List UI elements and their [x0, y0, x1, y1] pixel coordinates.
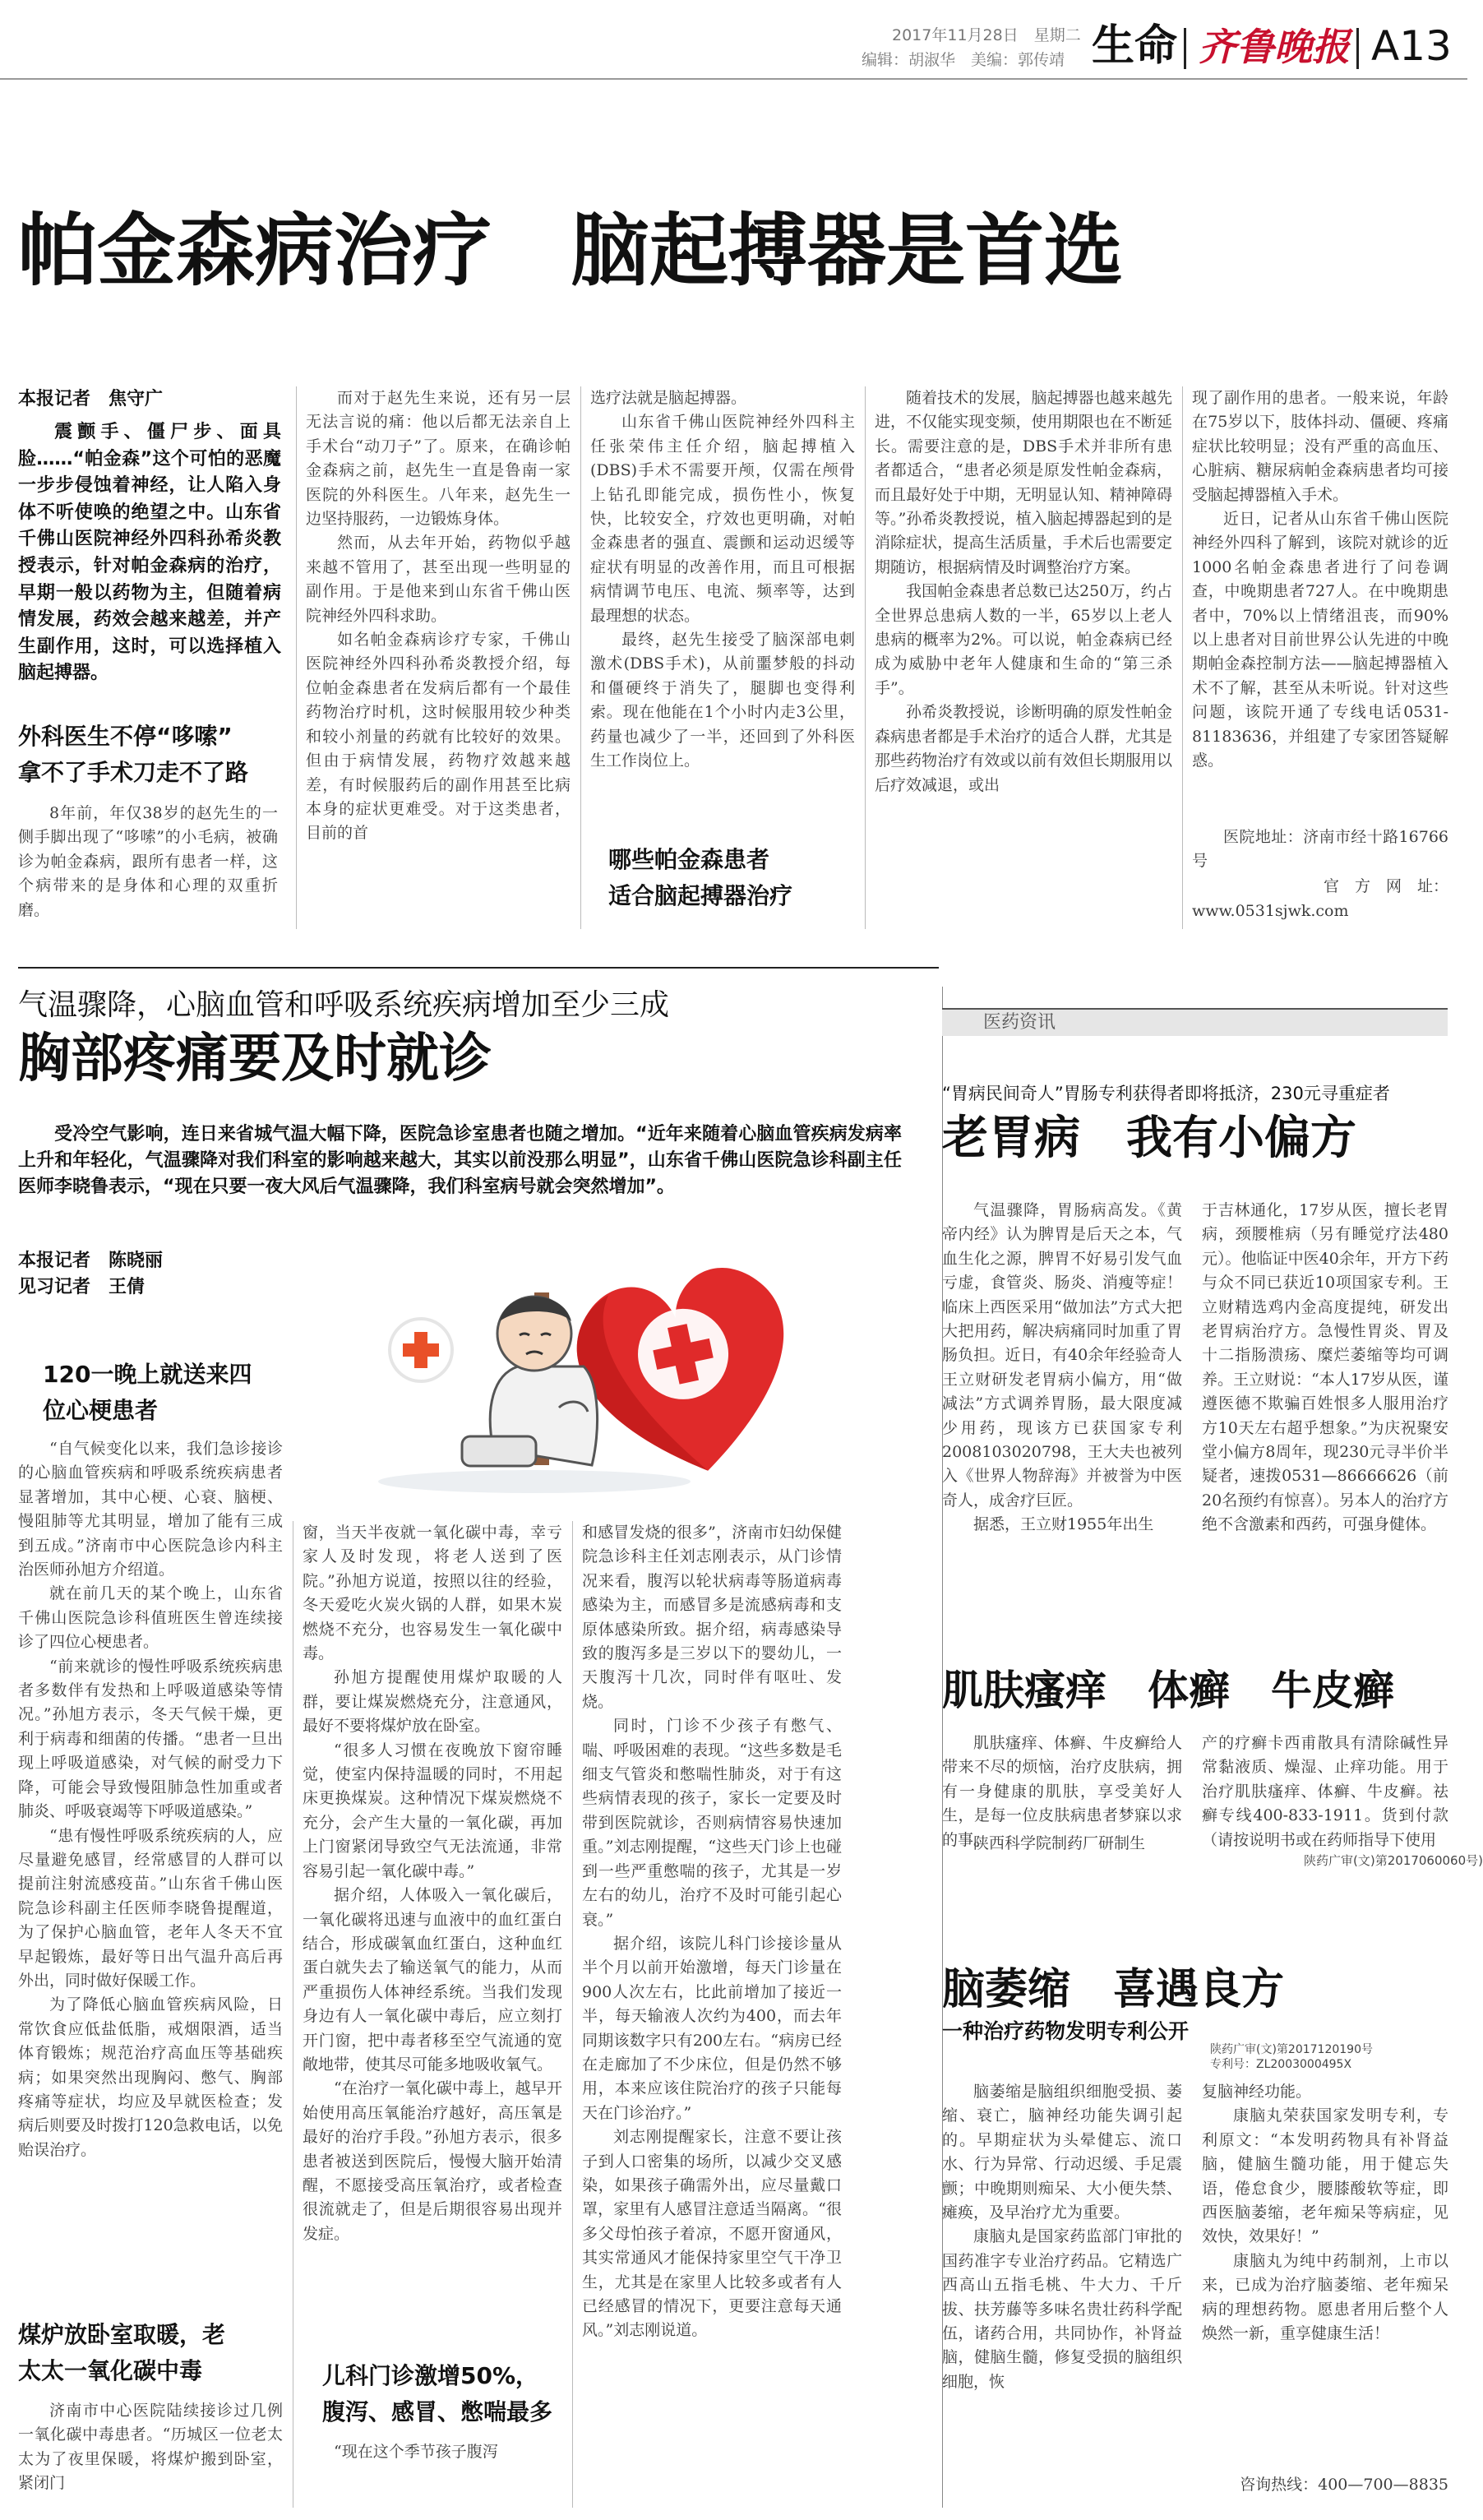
subhead-line: 位心梗患者 [43, 1397, 159, 1424]
divider-bar [1356, 28, 1359, 69]
article1-byline: 本报记者 焦守广 [18, 389, 164, 409]
ad1-headline: 老胃病 我有小偏方 [942, 1112, 1356, 1165]
ad3-headline: 脑萎缩 喜遇良方 [942, 1965, 1285, 2014]
ad2-col1-end: 陕西科学院制药厂研制生 [973, 1834, 1146, 1852]
byline-line: 本报记者 陈晓丽 [18, 1251, 164, 1271]
ad3-approval1: 陕药广审(文)第2017120190号 [1210, 2043, 1373, 2056]
article1-subhead1 [18, 719, 289, 791]
health-illustration [288, 1243, 863, 1498]
website-url: www.0531sjwk.com [1192, 902, 1349, 920]
article1-col2-text: 而对于赵先生来说，还有另一层无法言说的痛：他以后都无法亲自上手术台“动刀子”了。原来，在确诊帕金森病之前，赵先生一直是鲁南一家医院的外科医生。八年来，赵先生一边坚持服药，一边锻炼身体。 然而，从去年开始，药物似乎越来越不管用了，甚至出现一些明显的副作用。于是他来到山东省千佛山医院神经外四科求助。 如名帕金森病诊疗专家，千佛山医院神经外四科孙希炎教授介绍，每位帕金森患者在发病后都有一个最佳药物治疗时机，这时候服用较少种类和较小剂量的药就有比较好的效果。但由于病情发展，药物疗效越来越差，有时候服药后的副作用甚至比病本身的症状更难受。对于这类患者，目前的首 [306, 389, 571, 843]
page-number: A13 [1371, 22, 1452, 70]
byline-line: 见习记者 王倩 [18, 1277, 146, 1297]
subhead-line: 煤炉放卧室取暖，老 [18, 2321, 226, 2348]
article2-col2-end: “现在这个季节孩子腹泻 [334, 2443, 498, 2461]
column-rule [580, 386, 581, 929]
article1-col1-text: 8年前，年仅38岁的赵先生的一侧手脚出现了“哆嗦”的小毛病，被确诊为帕金森病，跟所有患者一样，这个病带来的是身体和心理的双重折磨。 [18, 804, 278, 919]
ad2-col1-text: 肌肤瘙痒、体癣、牛皮癣给人带来不尽的烦恼，治疗皮肤病，拥有一身健康的肌肤，享受美好人生，是每一位皮肤病患者梦寐以求的事。 [942, 1734, 1182, 1849]
subhead-line: 儿科门诊激增50%， [322, 2362, 539, 2389]
article1-col5-text: 现了副作用的患者。一般来说，年龄在75岁以下，肢体抖动、僵硬、疼痛症状比较明显；没有严重的高血压、心脏病、糖尿病帕金森病患者均可接受脑起搏器植入手术。 近日，记者从山东省千佛山医院神经外四科了解到，该院对就诊的近1000名帕金森患者进行了问卷调查，中晚期患者727人。在中晚期患者中，70%以上情绪沮丧，而90%以上患者对目前世界公认先进的中晚期帕金森控制方法——脑起搏器植入术不了解，甚至从未听说。针对这些问题，该院开通了专线电话0531-81183636，并组建了专家团答疑解惑。 [1192, 389, 1448, 770]
subhead-line: 适合脑起搏器治疗 [608, 882, 793, 909]
ad3-hotline: 咨询热线：400—700—8835 [1240, 2476, 1448, 2494]
ad3-approval2: 专利号：ZL2003000495X [1210, 2058, 1352, 2071]
subhead-line: 外科医生不停“哆嗦” [18, 723, 233, 750]
section-name: 生命 [1092, 21, 1178, 71]
article2-col1-end: 济南市中心医院陆续接诊过几例一氧化碳中毒患者。“历城区一位老太太为了夜里保暖，将煤炉搬到卧室，紧闭门 [18, 2402, 283, 2493]
subhead-line: 太太一氧化碳中毒 [18, 2357, 203, 2384]
ad2-approval: 陕药广审(文)第2017060060号) [1304, 1853, 1483, 1868]
article2-col2-text: 窗，当天半夜就一氧化碳中毒，幸亏家人及时发现，将老人送到了医院。”孙旭方说道，按照以往的经验，冬天爱吃火炭火锅的人群，如果木炭燃烧不充分，也容易发生一氧化碳中毒。 孙旭方提醒使用煤炉取暖的人群，要让煤炭燃烧充分，注意通风，最好不要将煤炉放在卧室。 “很多人习惯在夜晚放下窗帘睡觉，使室内保持温暖的同时，不用起床更换煤炭。这种情况下煤炭燃烧不充分，会产生大量的一氧化碳，再加上门窗紧闭导致空气无法流通，非常容易引起一氧化碳中毒。” 据介绍，人体吸入一氧化碳后，一氧化碳将迅速与血液中的血红蛋白结合，形成碳氧血红蛋白，这种血红蛋白就失去了输送氧气的能力，从而严重损伤人体神经系统。当我们发现身边有人一氧化碳中毒后，应立刻打开门窗，把中毒者移至空气流通的宽敞地带，使其尽可能多地吸收氧气。 “在治疗一氧化碳中毒上，越早开始使用高压氧能治疗越好，高压氧是最好的治疗手段。”孙旭方表示，很多患者被送到医院后，慢慢大脑开始清醒，不愿接受高压氧治疗，或者检查很流就走了，但是后期很容易出现并发症。 [303, 1524, 562, 2243]
masthead-rule [0, 78, 1467, 80]
ad3-subhead: 一种治疗药物发明专利公开 [942, 2019, 1190, 2043]
column-rule [572, 1521, 573, 2508]
ad2-col2-text: 产的疗癣卡西甫散具有清除碱性异常黏液质、燥湿、止痒功能。用于治疗肌肤瘙痒、体癣、牛皮癣。祛癣专线400-833-1911。货到付款（请按说明书或在药师指导下使用 [1202, 1734, 1448, 1849]
article1-col4-text: 随着技术的发展，脑起搏器也越来越先进，不仅能实现变频，使用期限也在不断延长。需要注意的是，DBS手术并非所有患者都适合，“患者必须是原发性帕金森病，而且最好处于中期，无明显认知、精神障碍等。”孙希炎教授说，植入脑起搏器起到的是消除症状，提高生活质量，手术后也需要定期随访，根据病情及时调整治疗方案。 我国帕金森患者总数已达250万，约占全世界总患病人数的一半，65岁以上老人患病的概率为2%。可以说，帕金森病已经成为威胁中老年人健康和生命的“第三杀手”。 孙希炎教授说，诊断明确的原发性帕金森病患者都是手术治疗的适合人群，尤其是那些药物治疗有效或以前有效但长期服用以后疗效减退，或出 [875, 389, 1172, 794]
ad1-col1-text: 气温骤降，胃肠病高发。《黄帝内经》认为脾胃是后天之本，气血生化之源，脾胃不好易引发气血亏虚，食管炎、肠炎、消瘦等症！临床上西医采用“做加法”方式大把大把用药，解决病痛同时加重了胃肠负担。近日，有40余年经验奇人王立财研发老胃病小偏方，用“做减法”方式调养胃肠，最大限度减少用药，现该方已获国家专利2008103020798，王大夫也被列入《世界人物辞海》并被誉为中医奇人，成舍疗巨匠。 据悉，王立财1955年出生 [942, 1201, 1182, 1534]
sidebar-column-label: 医药资讯 [983, 1012, 1056, 1033]
ad3-col1-text: 脑萎缩是脑组织细胞受损、萎缩、衰亡，脑神经功能失调引起的。早期症状为头晕健忘、流口水、行为异常、行动迟缓、手足震颤；中晚期则痴呆、大小便失禁、瘫痪，及早治疗尤为重要。 康脑丸是国家药监部门审批的国药准字专业治疗药品。它精选广西高山五指毛桃、牛大力、千斤拔、扶芳藤等多味名贵壮药科学配伍，诸药合用，共同协作，补肾益脑，健脑生髓，修复受损的脑组织细胞，恢 [942, 2083, 1182, 2391]
article2-lead: 受冷空气影响，连日来省城气温大幅下降，医院急诊室患者也随之增加。“近年来随着心脑血管疾病发病率上升和年轻化，气温骤降对我们科室的影响越来越大，其实以前没那么明显”，山东省千佛山医院急诊科副主任医师李晓鲁表示，“现在只要一夜大风后气温骤降，我们科室病号就会突然增加”。 [18, 1124, 902, 1197]
article1-headline: 帕金森病治疗 脑起搏器是首选 [18, 205, 1123, 297]
article2-byline [18, 1248, 163, 1301]
article2-subhead2 [18, 2317, 289, 2389]
ad3-col2-text: 复脑神经功能。 康脑丸荣获国家发明专利，专利原文：“本发明药物具有补肾益脑，健脑生髓功能，用于健忘失语，倦怠食少，腰膝酸软等症，即西医脑萎缩，老年痴呆等病症，见效快，效果好！” 康脑丸为纯中药制剂，上市以来，已成为治疗脑萎缩、老年痴呆病的理想药物。愿患者用后整个人焕然一新，重享健康生活！ [1202, 2083, 1448, 2343]
section-rule [18, 967, 939, 969]
ad1-kicker: “胃病民间奇人”胃肠专利获得者即将抵济，230元寻重症者 [942, 1084, 1390, 1103]
divider-bar [1184, 28, 1186, 69]
subhead-line: 腹泻、感冒、憋喘最多 [322, 2398, 553, 2425]
subhead-line: 哪些帕金森患者 [608, 846, 770, 873]
column-rule [1182, 386, 1183, 929]
article2-subhead1 [43, 1357, 289, 1429]
article1-lead: 震颤手、僵尸步、面具脸……“帕金森”这个可怕的恶魔一步步侵蚀着神经，让人陷入身体不听使唤的绝望之中。山东省千佛山医院神经外四科孙希炎教授表示，针对帕金森病的治疗，早期一般以药物为主，但随着病情发展，药效会越来越差，并产生副作用，这时，可以选择植入脑起搏器。 [18, 422, 281, 684]
article2-kicker: 气温骤降，心脑血管和呼吸系统疾病增加至少三成 [18, 988, 670, 1022]
ad2-headline: 肌肤瘙痒 体癣 牛皮癣 [942, 1667, 1394, 1714]
ad1-col2-text: 于吉林通化，17岁从医，擅长老胃病，颈腰椎病（另有睡觉疗法480元）。他临证中医40余年，开方下药与众不同已获近10项国家专利。王立财精选鸡内金高度提纯，研发出老胃病治疗方。急慢性胃炎、胃及十二指肠溃疡、糜烂萎缩等均可调养。王立财说：“本人17岁从医，谨遵医德不欺骗百姓恨多人服用治疗方10天左右超乎想象。”为庆祝聚安堂小偏方8周年，现230元寻半价半疑者，速拨0531—86666626（前20名预约有惊喜）。另本人的治疗方绝不含激素和西药，可强身健体。 [1202, 1201, 1448, 1534]
article2-col1-text: “自气候变化以来，我们急诊接诊的心脑血管疾病和呼吸系统疾病患者显著增加，其中心梗、心衰、脑梗、慢阻肺等尤其明显，增加了能有三成到五成。”济南市中心医院急诊内科主治医师孙旭方介绍道。 就在前几天的某个晚上，山东省千佛山医院急诊科值班医生曾连续接诊了四位心梗患者。 “前来就诊的慢性呼吸系统疾病患者多数伴有发热和上呼吸道感染等情况。”孙旭方表示，冬天气候干燥，更利于病毒和细菌的传播。“患者一旦出现上呼吸道感染，对气候的耐受力下降，可能会导致慢阻肺急性加重或者肺炎、呼吸衰竭等下呼吸道感染。” “患有慢性呼吸系统疾病的人，应尽量避免感冒，经常感冒的人群可以提前注射流感疫苗。”山东省千佛山医院急诊科副主任医师李晓鲁提醒道，为了保护心脑血管，老年人冬天不宜早起锻炼，最好等日出气温升高后再外出，同时做好保暖工作。 为了降低心脑血管疾病风险，日常饮食应低盐低脂，戒烟限酒，适当体育锻炼；规范治疗高血压等基础疾病；如果突然出现胸闷、憋气、胸部疼痛等症状，均应及早就医检查；发病后则要及时拨打120急救电话，以免贻误治疗。 [18, 1440, 283, 2159]
editor-line: 编辑：胡淑华 美编：郭传靖 [862, 51, 1065, 69]
column-rule [865, 386, 866, 929]
article1-subhead2 [608, 842, 871, 914]
heart-cross-illustration [288, 1243, 863, 1498]
article2-col3-text: 和感冒发烧的很多”，济南市妇幼保健院急诊科主任刘志刚表示，从门诊情况来看，腹泻以轮状病毒等肠道病毒感染为主，而感冒多是流感病毒和支原体感染所致。据介绍，病毒感染导致的腹泻多是三岁以下的婴幼儿，一天腹泻十几次，同时伴有呕吐、发烧。 同时，门诊不少孩子有憋气、喘、呼吸困难的表现。“这些多数是毛细支气管炎和憋喘性肺炎，对于有这些病情表现的孩子，家长一定要及时带到医院就诊，否则病情容易快速加重。”刘志刚提醒，“这些天门诊上也碰到一些严重憋喘的孩子，尤其是一岁左右的幼儿，治疗不及时可能引起心衰。” 据介绍，该院儿科门诊接诊量从半个月以前开始激增，每天门诊量在900人次左右，比此前增加了接近一半，每天输液人次约为400，而去年同期该数字只有200左右。“病房已经在走廊加了不少床位，但是仍然不够用，本来应该住院治疗的孩子只能每天在门诊治疗。” 刘志刚提醒家长，注意不要让孩子到人口密集的场所，以减少交叉感染，如果孩子确需外出，应尽量戴口罩，家里有人感冒注意适当隔离。“很多父母怕孩子着凉，不愿开窗通风，其实常通风才能保持家里空气干净卫生，尤其是在家里人比较多或者有人已经感冒的情况下，更要注意每天通风。”刘志刚说道。 [582, 1524, 842, 2340]
subhead-line: 120一晚上就送来四 [43, 1361, 252, 1388]
subhead-line: 拿不了手术刀走不了路 [18, 759, 249, 786]
article2-headline: 胸部疼痛要及时就诊 [18, 1029, 492, 1089]
date-line: 2017年11月28日 星期二 [892, 26, 1081, 44]
website-label: 官 方 网 址： [1323, 877, 1448, 895]
hospital-address: 医院地址：济南市经十路16766号 [1192, 828, 1448, 871]
column-rule [296, 386, 297, 929]
paper-logo: 齐鲁晚报 [1199, 25, 1350, 69]
article2-subhead3 [322, 2358, 585, 2430]
article1-col3-text: 选疗法就是脑起搏器。 山东省千佛山医院神经外四科主任张荣伟主任介绍，脑起搏植入(DBS)手术不需要开颅，仅需在颅骨上钻孔即能完成，损伤性小，恢复快，比较安全，疗效也更明确，对帕金森患者的强直、震颤和运动迟缓等症状有明显的改善作用，而且可根据病情调节电压、电流、频率等，达到最理想的状态。 最终，赵先生接受了脑深部电刺激术(DBS手术)，从前噩梦般的抖动和僵硬终于消失了，腿脚也变得利索。现在他能在1个小时内走3公里，药量也减少了一半，还回到了外科医生工作岗位上。 [590, 389, 855, 770]
